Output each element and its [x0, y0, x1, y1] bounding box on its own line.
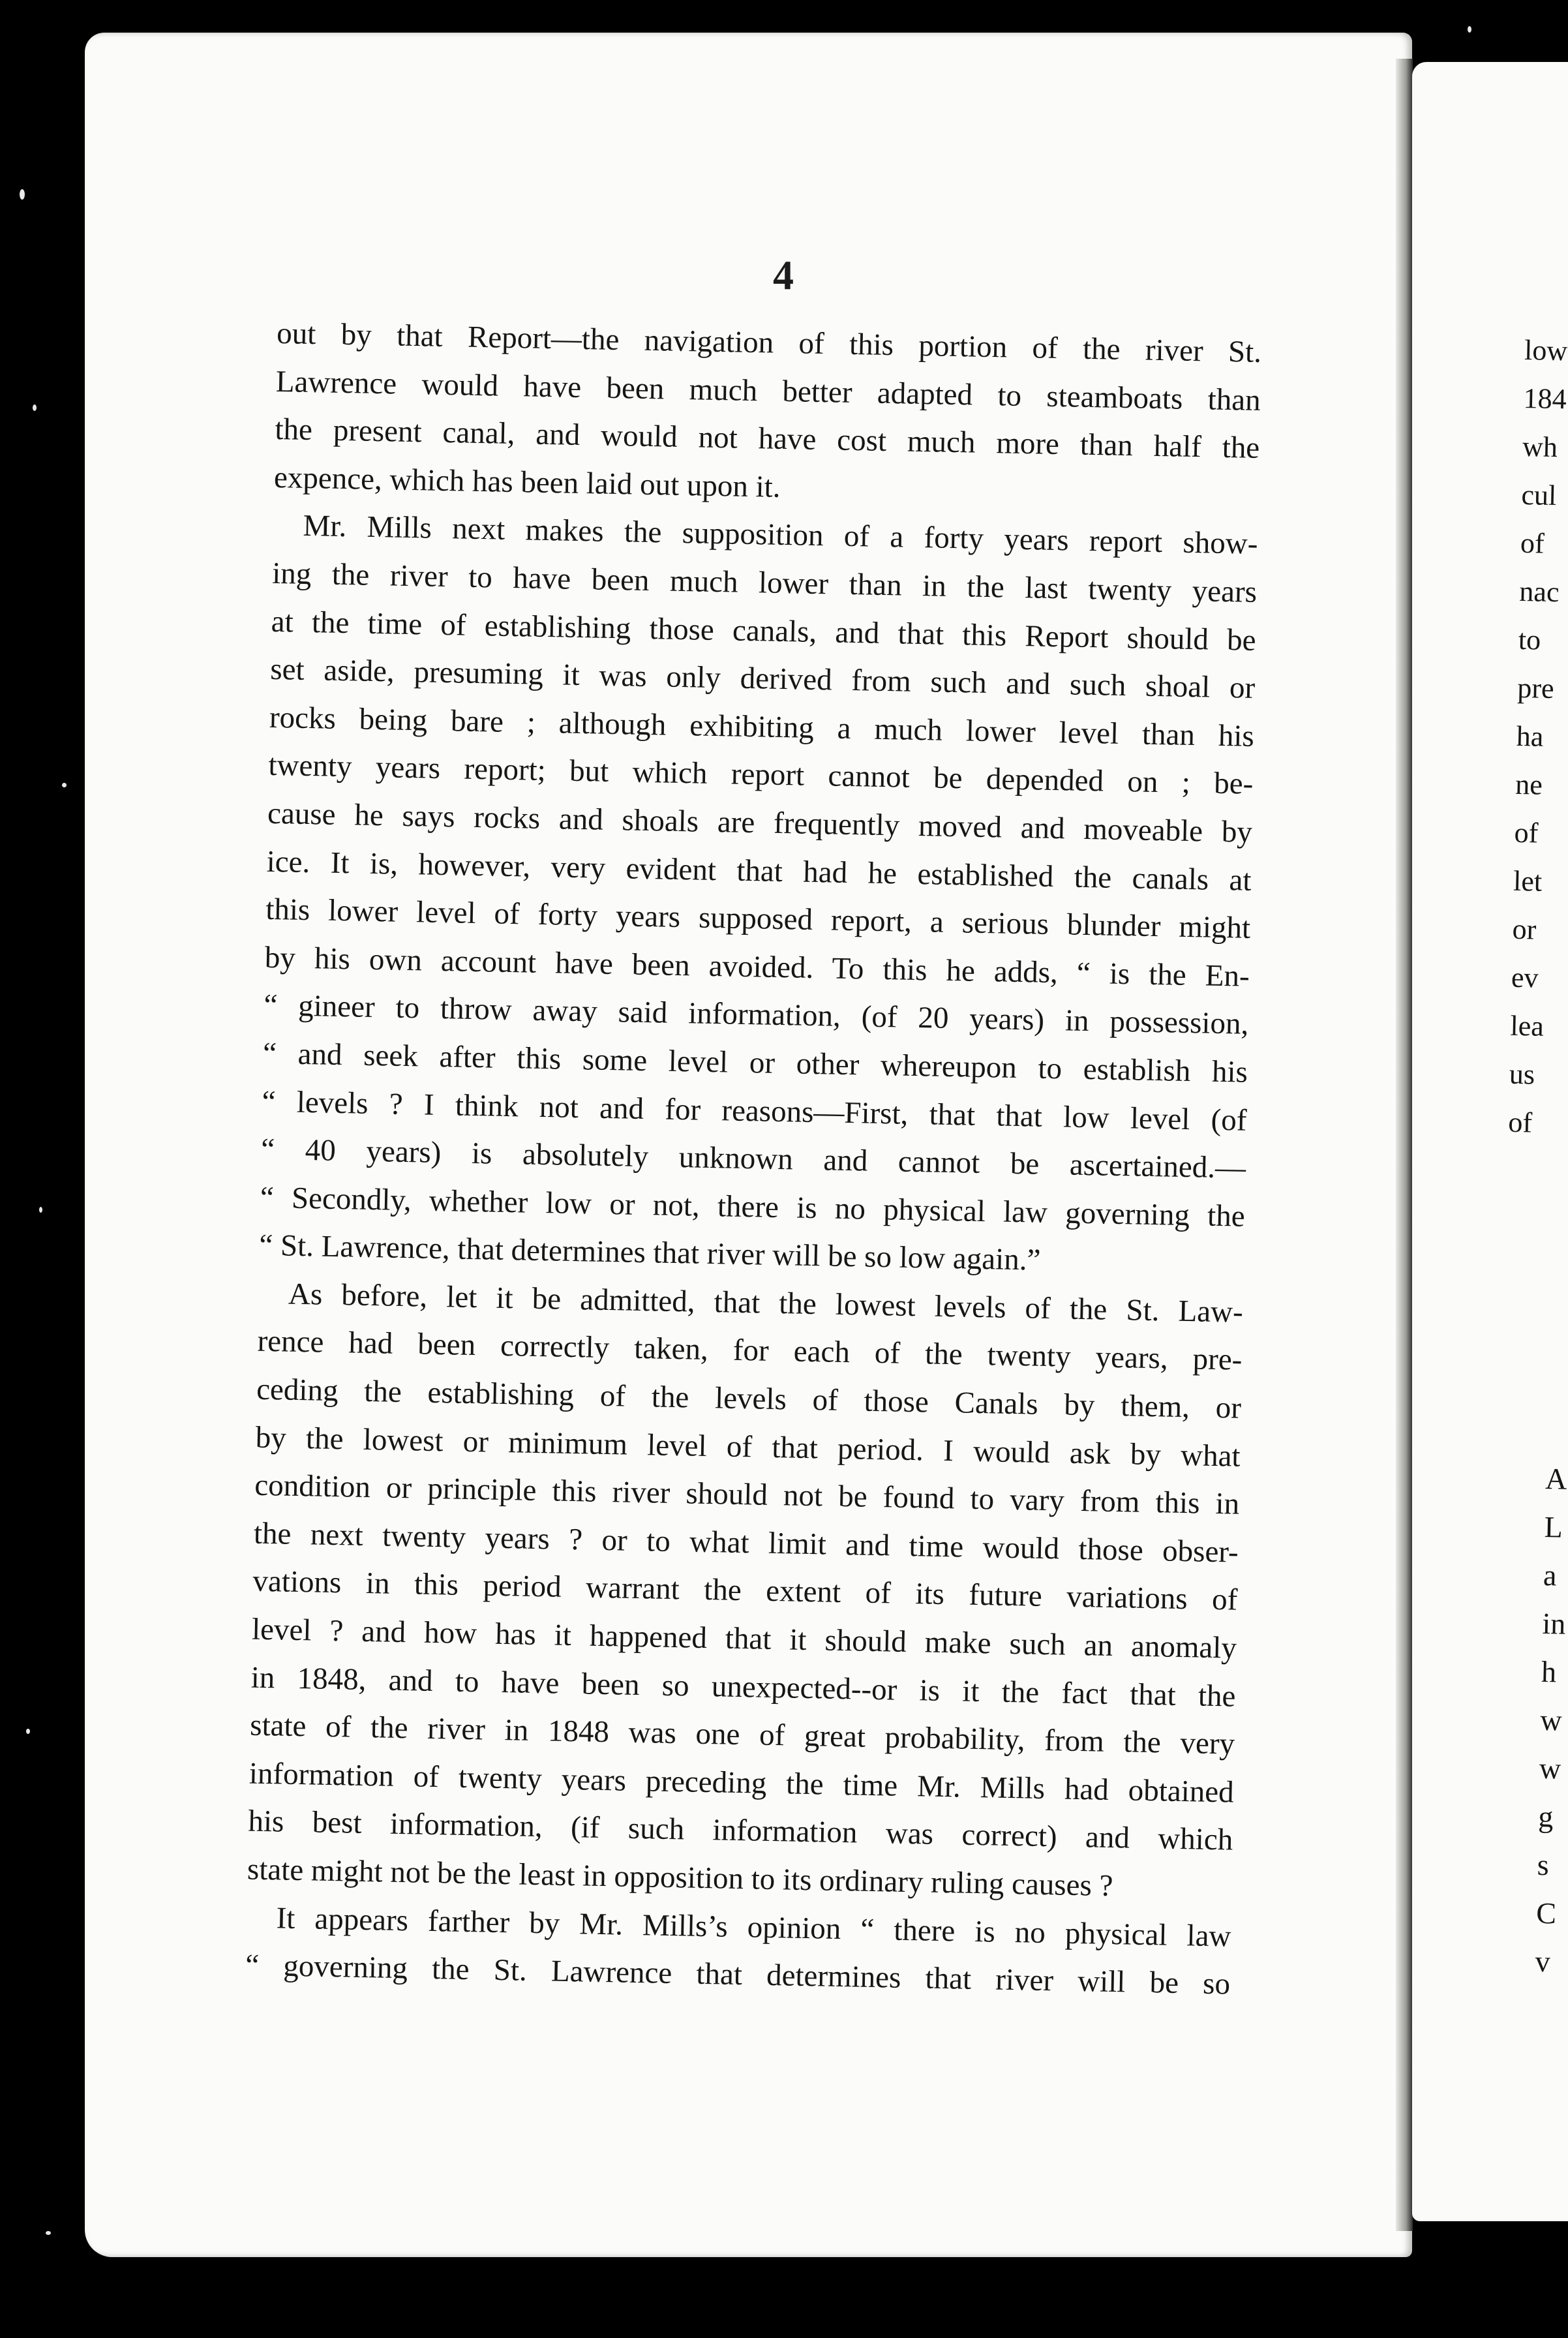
fragment: of: [1507, 1106, 1533, 1139]
text-line: the present canal, and would not have cost much more than half the: [274, 412, 1260, 466]
text-line: “ Secondly, whether low or not, there is no physical law governing the: [260, 1180, 1246, 1234]
fragment: or: [1512, 913, 1537, 946]
text-line: condition or principle this river should not be found to vary from this in: [254, 1468, 1240, 1521]
fragment: lea: [1510, 1009, 1545, 1042]
scan-speck: [26, 1729, 30, 1734]
text-line: twenty years report; but which report cannot be depended on ; be-: [268, 748, 1254, 802]
text-line: in 1848, and to have been so unexpected--or is it the fact that the: [250, 1660, 1236, 1714]
text-line: “ and seek after this some level or other whereupon to establish his: [262, 1036, 1248, 1089]
text-line: “ levels ? I think not and for reasons—First, that that low level (of: [262, 1084, 1247, 1138]
text-line: Mr. Mills next makes the supposition of a forty years report show-: [303, 509, 1258, 562]
fragment: ne: [1515, 768, 1543, 801]
text-line: state might not be the least in opposition to its ordinary ruling causes ?: [247, 1852, 1113, 1904]
fragment: A: [1545, 1461, 1567, 1496]
text-line: set aside, presuming it was only derived from such and such shoal or: [269, 652, 1256, 706]
text-line: level ? and how has it happened that it should make such an anomaly: [251, 1612, 1237, 1665]
text-line: at the time of establishing those canals, and that this Report should be: [271, 604, 1257, 658]
text-line: rence had been correctly taken, for each of the twenty years, pre-: [257, 1324, 1243, 1378]
text-line: vations in this period warrant the extent of its future variations of: [252, 1564, 1238, 1618]
text-line: information of twenty years preceding the time Mr. Mills had obtained: [249, 1756, 1235, 1810]
text-line: “ governing the St. Lawrence that determines that river will be so: [245, 1948, 1231, 2001]
text-line: his best information, (if such information was correct) and which: [248, 1804, 1233, 1857]
text-line: “ St. Lawrence, that determines that river will be so low again.”: [258, 1228, 1041, 1278]
fragment: v: [1535, 1944, 1551, 1979]
scan-speck: [62, 783, 67, 787]
fragment: ev: [1511, 961, 1539, 994]
text-line: “ gineer to throw away said information, (of 20 years) in possession,: [264, 988, 1249, 1042]
text-line: state of the river in 1848 was one of great probability, from the very: [249, 1708, 1235, 1761]
fragment: cul: [1521, 478, 1557, 512]
text-line: by his own account have been avoided. To this he adds, “ is the En-: [264, 940, 1250, 994]
fragment: ha: [1516, 720, 1544, 753]
scan-speck: [20, 189, 25, 200]
text-line: ice. It is, however, very evident that had he established the canals at: [266, 844, 1252, 898]
fragment: w: [1539, 1751, 1561, 1785]
scan-speck: [33, 404, 37, 411]
fragment: pre: [1516, 671, 1555, 705]
text-line: out by that Report—the navigation of this portion of the river St.: [276, 316, 1262, 369]
fragment: C: [1535, 1896, 1557, 1930]
text-line: “ 40 years) is absolutely unknown and cannot be ascertained.—: [260, 1132, 1246, 1185]
fragment: of: [1520, 526, 1545, 560]
text-line: rocks being bare ; although exhibiting a much lower level than his: [269, 700, 1255, 753]
fragment: L: [1544, 1510, 1563, 1544]
fragment: low: [1524, 333, 1568, 367]
text-line: As before, let it be admitted, that the lowest levels of the St. Law-: [288, 1277, 1244, 1329]
text-line: ceding the establishing of the levels of those Canals by them, or: [256, 1372, 1242, 1425]
scan-speck: [39, 1207, 42, 1213]
text-line: this lower level of forty years supposed report, a serious blunder might: [265, 892, 1251, 945]
text-line: ing the river to have been much lower than in the last twenty years: [271, 556, 1258, 609]
body-text: [245, 310, 1262, 2009]
fragment: h: [1541, 1654, 1557, 1689]
text-line: expence, which has been laid out upon it.: [273, 460, 781, 504]
fragment: s: [1537, 1847, 1550, 1882]
page-number: 4: [773, 252, 794, 298]
fragment: a: [1543, 1558, 1558, 1592]
fragment: wh: [1522, 430, 1558, 464]
text-line: the next twenty years ? or to what limit and time would those obser-: [253, 1516, 1239, 1570]
fragment: w: [1539, 1703, 1563, 1737]
fragment: of: [1514, 816, 1539, 849]
text-line: cause he says rocks and shoals are frequently moved and moveable by: [267, 796, 1253, 849]
fragment: in: [1542, 1606, 1566, 1641]
scan-speck: [1468, 26, 1471, 33]
fragment: nac: [1518, 575, 1560, 609]
fragment: let: [1513, 864, 1543, 898]
fragment: us: [1509, 1057, 1535, 1091]
scan-speck: [46, 2231, 51, 2235]
fragment: 184: [1523, 382, 1567, 416]
book-gutter: [1396, 59, 1413, 2231]
text-line: by the lowest or minimum level of that period. I would ask by what: [255, 1420, 1241, 1474]
text-line: It appears farther by Mr. Mills’s opinion “ there is no physical law: [276, 1901, 1231, 1954]
fragment: to: [1518, 623, 1541, 656]
fragment: g: [1537, 1799, 1554, 1834]
text-line: Lawrence would have been much better adapted to steamboats than: [275, 364, 1261, 418]
